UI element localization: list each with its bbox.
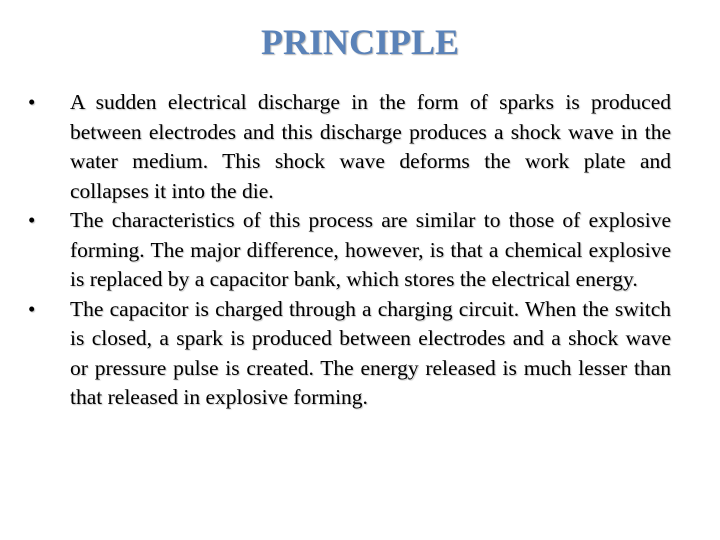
bullet-dot-icon: •: [28, 90, 36, 114]
bullet-dot-icon: •: [28, 208, 36, 232]
bullet-text: The characteristics of this process are similar to those of explosive forming. The major difference, however, is that a chemical explosive is replaced by a capacitor bank, which stores the electrical energy.: [70, 208, 671, 291]
bullet-item: [28, 206, 671, 295]
bullet-item: [28, 88, 671, 206]
bullet-item: [28, 295, 671, 413]
bullet-dot-icon: •: [28, 296, 36, 321]
slide-title: PRINCIPLE: [260, 22, 460, 62]
bullet-text: The capacitor is charged through a charging circuit. When the switch is closed, a spark is produced between electrodes and a shock wave or pressure pulse is created. The energy released is much lesser than that released in explosive forming.: [70, 296, 671, 409]
bullet-list: [28, 88, 671, 413]
bullet-text: A sudden electrical discharge in the form of sparks is produced between electrodes and this discharge produces a shock wave in the water medium. This shock wave deforms the work plate and collapses it into the die.: [70, 90, 671, 203]
